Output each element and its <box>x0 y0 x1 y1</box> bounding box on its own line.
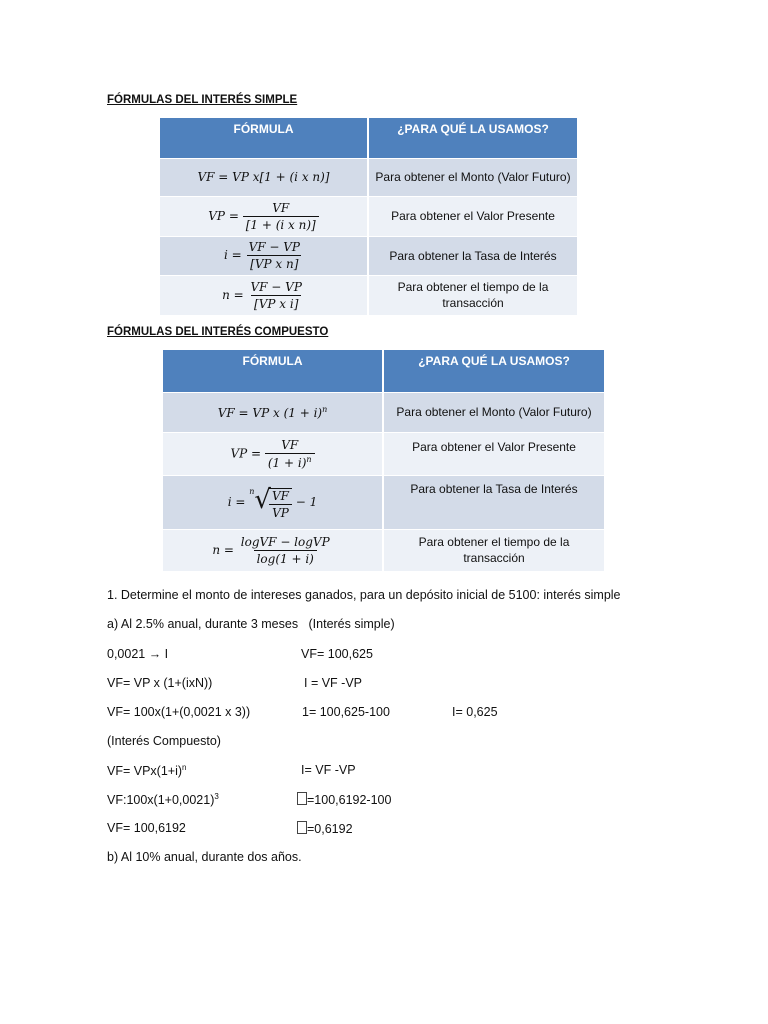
part-a-label: a) Al 2.5% anual, durante 3 meses (Interés simple) <box>107 617 395 631</box>
formula-tail: − 1 <box>295 494 318 509</box>
compound-interest-table <box>163 350 606 571</box>
missing-glyph-icon <box>297 792 307 805</box>
calc-line: =100,6192-100 <box>297 792 391 807</box>
calc-line: VF= 100x(1+(0,0021 x 3)) <box>107 705 251 719</box>
fraction <box>243 201 319 232</box>
denominator-base: (1 + i) <box>267 455 307 470</box>
calc-line: VF= VP x (1+(ixN)) <box>107 676 213 690</box>
column-header-formula: FÓRMULA <box>160 118 368 158</box>
calc-line: I= VF -VP <box>301 763 356 777</box>
purpose-cell: Para obtener el tiempo de la transacción <box>368 275 578 315</box>
table-header-row <box>160 118 578 158</box>
denominator: [1 + (i x n)] <box>243 216 319 232</box>
exponent: n <box>322 404 328 414</box>
table-header-row <box>163 350 605 392</box>
fraction <box>246 240 303 271</box>
formula-cell <box>160 275 368 315</box>
formula-lhs: VP = <box>208 208 239 223</box>
radical-sign: √ <box>254 484 271 515</box>
heading-compound-interest: FÓRMULAS DEL INTERÉS COMPUESTO <box>107 326 329 338</box>
table-row <box>160 236 578 275</box>
column-header-purpose: ¿PARA QUÉ LA USAMOS? <box>383 350 605 392</box>
formula-cell: VF = VP x[1 + (i x n)] <box>160 158 368 196</box>
formula-cell <box>160 196 368 236</box>
purpose-cell: Para obtener la Tasa de Interés <box>368 236 578 275</box>
fraction <box>238 535 333 566</box>
purpose-cell: Para obtener la Tasa de Interés <box>383 475 605 529</box>
numerator: logVF − logVP <box>240 534 330 549</box>
root-index: n <box>249 486 255 496</box>
compound-label: (Interés Compuesto) <box>107 734 221 748</box>
calc-line: VF= 100,6192 <box>107 821 186 835</box>
calc-line: $VF= VPx(1+i)^n$ <box>107 763 187 779</box>
nth-root <box>249 485 292 520</box>
fraction <box>248 280 305 311</box>
table-row <box>160 196 578 236</box>
table-row <box>160 275 578 315</box>
formula-cell <box>160 236 368 275</box>
simple-interest-table <box>160 118 579 315</box>
denominator <box>265 453 315 470</box>
table-row <box>163 475 605 529</box>
problem-statement: 1. Determine el monto de intereses ganados, para un depósito inicial de 5100: interés simple <box>107 588 621 602</box>
exponent: n <box>182 763 187 772</box>
denominator: log(1 + i) <box>254 550 317 566</box>
table-row <box>163 392 605 432</box>
calc-line: $VF:100x(1+0,0021)^3$ <box>107 792 219 808</box>
formula-cell <box>163 432 383 475</box>
purpose-cell: Para obtener el Valor Presente <box>383 432 605 475</box>
formula-text: VF = VP x (1 + i) <box>217 405 323 420</box>
calc-line: I = VF -VP <box>304 676 363 690</box>
numerator: VF <box>272 200 290 215</box>
calc-line: =0,6192 <box>297 821 353 836</box>
exponent: n <box>306 454 312 464</box>
purpose-cell: Para obtener el Monto (Valor Futuro) <box>383 392 605 432</box>
calc-line: I= 0,625 <box>452 705 498 719</box>
denominator: [VP x i] <box>251 295 301 311</box>
formula-lhs: i = <box>227 494 246 509</box>
missing-glyph-icon <box>297 821 307 834</box>
denominator: VP <box>269 504 292 520</box>
numerator: VF − VP <box>250 279 302 294</box>
numerator: VF <box>271 488 289 503</box>
formula-lhs: n = <box>222 287 244 302</box>
purpose-cell: Para obtener el tiempo de la transacción <box>383 529 605 571</box>
purpose-cell: Para obtener el Monto (Valor Futuro) <box>368 158 578 196</box>
formula-lhs: n = <box>212 542 234 557</box>
part-b-label: b) Al 10% anual, durante dos años. <box>107 850 302 864</box>
calc-line: 1= 100,625-100 <box>302 705 390 719</box>
exponent: 3 <box>214 792 219 801</box>
formula-cell <box>163 529 383 571</box>
table-row <box>160 158 578 196</box>
column-header-purpose: ¿PARA QUÉ LA USAMOS? <box>368 118 578 158</box>
calc-line: VF= 100,625 <box>301 647 373 661</box>
table-row <box>163 529 605 571</box>
heading-simple-interest: FÓRMULAS DEL INTERÉS SIMPLE <box>107 94 298 106</box>
formula-cell <box>163 475 383 529</box>
purpose-cell: Para obtener el Valor Presente <box>368 196 578 236</box>
fraction <box>269 489 292 520</box>
formula-cell <box>163 392 383 432</box>
table-row <box>163 432 605 475</box>
calc-line: 0,0021 → I <box>107 647 169 661</box>
fraction <box>265 438 315 470</box>
column-header-formula: FÓRMULA <box>163 350 383 392</box>
formula-lhs: VP = <box>230 446 262 460</box>
numerator: VF − VP <box>248 240 300 254</box>
formula-lhs: i = <box>224 248 242 262</box>
numerator: VF <box>281 437 299 452</box>
denominator: [VP x n] <box>247 255 301 271</box>
